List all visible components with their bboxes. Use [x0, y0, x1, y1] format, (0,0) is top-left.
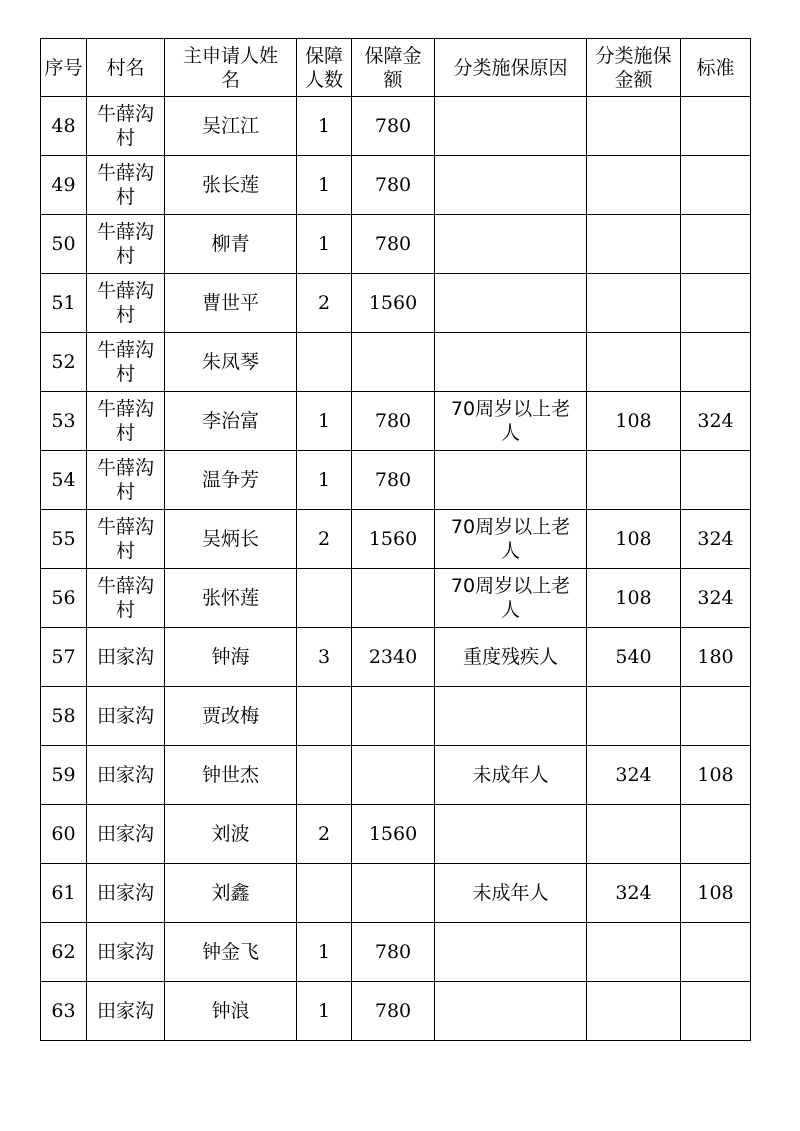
cell-reason-text: 重度残疾人 [462, 646, 558, 668]
cell-village-text: 牛薛沟村 [96, 103, 154, 149]
cell-class-amount: 108 [587, 569, 681, 628]
cell-reason-text: 未成年人 [472, 764, 549, 786]
cell-standard: 108 [681, 746, 751, 805]
cell-count: 1 [297, 923, 352, 982]
cell-reason [435, 805, 587, 864]
cell-count: 1 [297, 982, 352, 1041]
cell-standard [681, 451, 751, 510]
cell-village [87, 628, 165, 687]
cell-amount: 1560 [352, 510, 435, 569]
table-row [41, 392, 751, 451]
cell-seq: 60 [41, 805, 87, 864]
cell-standard: 324 [681, 392, 751, 451]
cell-class-amount [587, 687, 681, 746]
cell-village-text: 牛薛沟村 [96, 280, 154, 326]
cell-village [87, 805, 165, 864]
cell-count: 1 [297, 215, 352, 274]
cell-village-text: 牛薛沟村 [96, 457, 154, 503]
cell-class-amount: 324 [587, 864, 681, 923]
cell-seq: 57 [41, 628, 87, 687]
cell-village-text: 牛薛沟村 [96, 162, 154, 208]
cell-seq: 50 [41, 215, 87, 274]
cell-class-amount [587, 97, 681, 156]
cell-applicant: 张长莲 [165, 156, 297, 215]
cell-seq: 62 [41, 923, 87, 982]
cell-class-amount [587, 156, 681, 215]
table-row [41, 923, 751, 982]
table-body [41, 97, 751, 1041]
cell-village-text: 牛薛沟村 [96, 339, 154, 385]
table-row [41, 274, 751, 333]
cell-village-text: 田家沟 [96, 941, 154, 963]
cell-class-amount: 108 [587, 392, 681, 451]
cell-village [87, 392, 165, 451]
cell-reason-text: 70周岁以上老人 [450, 575, 571, 621]
cell-applicant: 曹世平 [165, 274, 297, 333]
cell-standard: 180 [681, 628, 751, 687]
cell-count [297, 569, 352, 628]
cell-reason [435, 923, 587, 982]
cell-standard [681, 923, 751, 982]
cell-standard [681, 215, 751, 274]
cell-village [87, 333, 165, 392]
header-seq: 序号 [41, 39, 87, 97]
cell-applicant: 温争芳 [165, 451, 297, 510]
cell-reason [435, 982, 587, 1041]
cell-village-text: 牛薛沟村 [96, 516, 154, 562]
cell-reason [435, 510, 587, 569]
cell-count: 1 [297, 392, 352, 451]
cell-reason [435, 156, 587, 215]
cell-amount [352, 569, 435, 628]
cell-seq: 59 [41, 746, 87, 805]
table-row [41, 333, 751, 392]
cell-amount: 1560 [352, 805, 435, 864]
cell-village-text: 田家沟 [96, 705, 154, 727]
header-count: 保障人数 [297, 39, 352, 97]
cell-count [297, 687, 352, 746]
cell-village [87, 451, 165, 510]
cell-standard: 108 [681, 864, 751, 923]
cell-class-amount [587, 923, 681, 982]
cell-applicant: 刘波 [165, 805, 297, 864]
cell-village-text: 牛薛沟村 [96, 221, 154, 267]
cell-count: 2 [297, 274, 352, 333]
cell-village [87, 864, 165, 923]
cell-standard [681, 156, 751, 215]
table-row [41, 97, 751, 156]
cell-reason [435, 274, 587, 333]
cell-standard [681, 982, 751, 1041]
cell-village-text: 田家沟 [96, 823, 154, 845]
cell-seq: 49 [41, 156, 87, 215]
cell-seq: 61 [41, 864, 87, 923]
cell-applicant: 张怀莲 [165, 569, 297, 628]
cell-village [87, 923, 165, 982]
header-row [41, 39, 751, 97]
cell-village [87, 215, 165, 274]
cell-village [87, 746, 165, 805]
cell-amount [352, 333, 435, 392]
cell-seq: 58 [41, 687, 87, 746]
cell-amount [352, 864, 435, 923]
header-class-amount: 分类施保金额 [587, 39, 681, 97]
cell-count: 1 [297, 156, 352, 215]
cell-seq: 48 [41, 97, 87, 156]
header-applicant: 主申请人姓名 [165, 39, 297, 97]
cell-count [297, 746, 352, 805]
cell-reason [435, 333, 587, 392]
cell-applicant: 钟金飞 [165, 923, 297, 982]
cell-amount: 780 [352, 97, 435, 156]
cell-count: 1 [297, 451, 352, 510]
assistance-table [40, 38, 751, 1041]
header-standard: 标准 [681, 39, 751, 97]
cell-class-amount: 324 [587, 746, 681, 805]
cell-applicant: 钟海 [165, 628, 297, 687]
cell-amount: 780 [352, 215, 435, 274]
cell-standard [681, 333, 751, 392]
cell-reason [435, 392, 587, 451]
table-row [41, 864, 751, 923]
cell-reason [435, 628, 587, 687]
table-row [41, 628, 751, 687]
cell-applicant: 李治富 [165, 392, 297, 451]
cell-village-text: 田家沟 [96, 882, 154, 904]
cell-seq: 51 [41, 274, 87, 333]
cell-amount: 780 [352, 392, 435, 451]
cell-seq: 55 [41, 510, 87, 569]
cell-reason [435, 864, 587, 923]
cell-standard [681, 274, 751, 333]
table-row [41, 510, 751, 569]
cell-class-amount [587, 274, 681, 333]
cell-standard [681, 805, 751, 864]
table-row [41, 215, 751, 274]
table-row [41, 451, 751, 510]
cell-applicant: 钟世杰 [165, 746, 297, 805]
cell-class-amount [587, 215, 681, 274]
cell-count [297, 864, 352, 923]
cell-seq: 53 [41, 392, 87, 451]
cell-class-amount [587, 451, 681, 510]
table-row [41, 982, 751, 1041]
cell-applicant: 柳青 [165, 215, 297, 274]
cell-amount [352, 746, 435, 805]
cell-village [87, 982, 165, 1041]
cell-reason [435, 569, 587, 628]
header-reason: 分类施保原因 [435, 39, 587, 97]
table-header [41, 39, 751, 97]
cell-village [87, 569, 165, 628]
cell-amount: 780 [352, 451, 435, 510]
cell-reason-text: 未成年人 [472, 882, 549, 904]
cell-count: 2 [297, 510, 352, 569]
cell-amount: 780 [352, 923, 435, 982]
cell-seq: 63 [41, 982, 87, 1041]
cell-applicant: 贾改梅 [165, 687, 297, 746]
cell-class-amount: 540 [587, 628, 681, 687]
header-amount: 保障金额 [352, 39, 435, 97]
cell-amount: 780 [352, 156, 435, 215]
cell-village [87, 97, 165, 156]
cell-standard [681, 97, 751, 156]
cell-standard [681, 687, 751, 746]
table-row [41, 569, 751, 628]
cell-village-text: 牛薛沟村 [96, 398, 154, 444]
cell-village-text: 田家沟 [96, 1000, 154, 1022]
cell-class-amount [587, 982, 681, 1041]
cell-village [87, 687, 165, 746]
cell-count: 2 [297, 805, 352, 864]
cell-count: 1 [297, 97, 352, 156]
cell-seq: 54 [41, 451, 87, 510]
cell-applicant: 朱凤琴 [165, 333, 297, 392]
cell-village-text: 牛薛沟村 [96, 575, 154, 621]
cell-standard: 324 [681, 510, 751, 569]
table-row [41, 805, 751, 864]
cell-reason [435, 746, 587, 805]
cell-applicant: 钟浪 [165, 982, 297, 1041]
cell-applicant: 吴炳长 [165, 510, 297, 569]
cell-class-amount: 108 [587, 510, 681, 569]
cell-seq: 56 [41, 569, 87, 628]
cell-village [87, 156, 165, 215]
cell-standard: 324 [681, 569, 751, 628]
cell-village-text: 田家沟 [96, 646, 154, 668]
header-village: 村名 [87, 39, 165, 97]
cell-amount [352, 687, 435, 746]
table-row [41, 156, 751, 215]
cell-count [297, 333, 352, 392]
cell-reason-text: 70周岁以上老人 [450, 516, 571, 562]
cell-village [87, 510, 165, 569]
cell-count: 3 [297, 628, 352, 687]
cell-village-text: 田家沟 [96, 764, 154, 786]
cell-class-amount [587, 805, 681, 864]
cell-amount: 2340 [352, 628, 435, 687]
cell-village [87, 274, 165, 333]
cell-reason [435, 687, 587, 746]
cell-applicant: 吴江江 [165, 97, 297, 156]
table-row [41, 687, 751, 746]
cell-reason [435, 451, 587, 510]
cell-seq: 52 [41, 333, 87, 392]
cell-reason-text: 70周岁以上老人 [450, 398, 571, 444]
cell-class-amount [587, 333, 681, 392]
cell-amount: 1560 [352, 274, 435, 333]
table-row [41, 746, 751, 805]
cell-amount: 780 [352, 982, 435, 1041]
cell-reason [435, 97, 587, 156]
cell-applicant: 刘鑫 [165, 864, 297, 923]
cell-reason [435, 215, 587, 274]
